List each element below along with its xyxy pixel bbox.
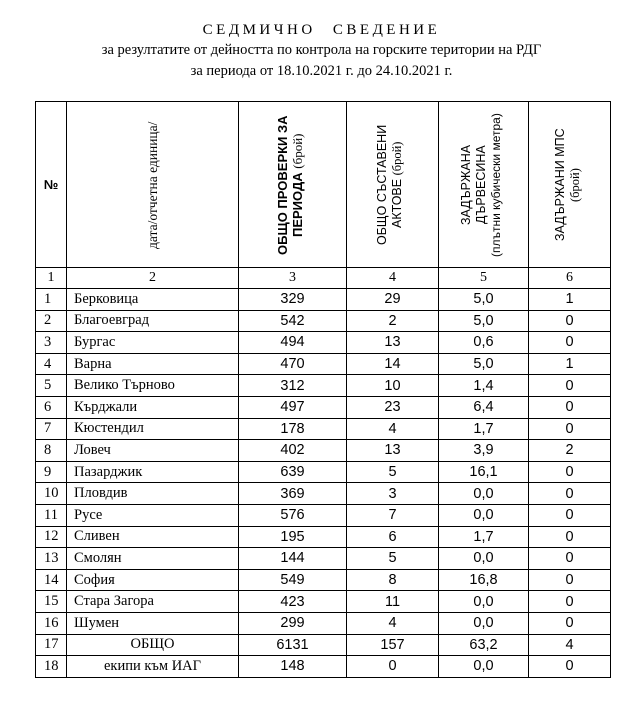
row-mps: 0	[529, 526, 611, 548]
column-header-acts	[347, 102, 439, 268]
column-header-timber-label: ЗАДЪРЖАНА ДЪРВЕСИНА	[458, 144, 488, 225]
column-number: 3	[239, 268, 347, 289]
column-header-acts-unit: (брой)	[389, 141, 404, 176]
row-acts: 29	[347, 289, 439, 311]
row-unit-name: Кюстендил	[67, 418, 239, 440]
row-mps: 0	[529, 504, 611, 526]
row-number: 10	[36, 483, 67, 505]
row-mps: 0	[529, 548, 611, 570]
row-unit-name: Бургас	[67, 332, 239, 354]
row-checks: 369	[239, 483, 347, 505]
row-acts: 11	[347, 591, 439, 613]
row-checks: 494	[239, 332, 347, 354]
row-mps: 4	[529, 634, 611, 656]
row-checks: 549	[239, 569, 347, 591]
column-header-mps-label: ЗАДЪРЖАНИ МПС	[552, 128, 567, 241]
column-header-mps-unit: (брой)	[567, 167, 582, 202]
row-timber: 63,2	[439, 634, 529, 656]
row-mps: 0	[529, 483, 611, 505]
row-timber: 0,0	[439, 548, 529, 570]
table-row	[36, 612, 611, 634]
row-mps: 0	[529, 332, 611, 354]
column-header-unit	[67, 102, 239, 268]
column-header-timber	[439, 102, 529, 268]
table-header-row	[36, 102, 611, 268]
column-header-unit-label: дата/отчетна единица/	[144, 120, 160, 249]
row-checks: 195	[239, 526, 347, 548]
row-checks: 470	[239, 353, 347, 375]
report-period: за периода от 18.10.2021 г. до 24.10.2021 г.	[190, 63, 453, 79]
row-checks: 148	[239, 656, 347, 678]
row-unit-name: Пловдив	[67, 483, 239, 505]
row-checks: 497	[239, 396, 347, 418]
row-number: 9	[36, 461, 67, 483]
report-subtitle: за резултатите от дейността по контрола на горските територии на РДГ	[101, 42, 542, 58]
row-acts: 4	[347, 612, 439, 634]
row-checks: 402	[239, 440, 347, 462]
column-number: 4	[347, 268, 439, 289]
column-header-timber-unit: (плътни кубически метра)	[488, 112, 503, 257]
row-timber: 0,0	[439, 504, 529, 526]
weekly-report-table	[35, 101, 611, 678]
column-number: 2	[67, 268, 239, 289]
row-unit-name: Сливен	[67, 526, 239, 548]
row-checks: 542	[239, 310, 347, 332]
row-number: 14	[36, 569, 67, 591]
row-acts: 23	[347, 396, 439, 418]
row-unit-name: Благоевград	[67, 310, 239, 332]
row-timber: 1,4	[439, 375, 529, 397]
row-mps: 0	[529, 656, 611, 678]
row-timber: 0,0	[439, 591, 529, 613]
row-number: 7	[36, 418, 67, 440]
table-row	[36, 461, 611, 483]
row-number: 16	[36, 612, 67, 634]
row-checks: 576	[239, 504, 347, 526]
row-timber: 0,0	[439, 612, 529, 634]
row-unit-name: Шумен	[67, 612, 239, 634]
table-row	[36, 483, 611, 505]
row-checks: 329	[239, 289, 347, 311]
row-number: 13	[36, 548, 67, 570]
row-unit-name: Смолян	[67, 548, 239, 570]
table-row	[36, 310, 611, 332]
row-number: 11	[36, 504, 67, 526]
row-acts: 10	[347, 375, 439, 397]
table-row	[36, 569, 611, 591]
row-acts: 5	[347, 548, 439, 570]
column-header-mps	[529, 102, 611, 268]
column-header-checks-unit: (брой)	[289, 132, 305, 168]
table-row	[36, 591, 611, 613]
row-checks: 178	[239, 418, 347, 440]
row-acts: 2	[347, 310, 439, 332]
row-mps: 0	[529, 591, 611, 613]
row-timber: 5,0	[439, 353, 529, 375]
row-mps: 1	[529, 353, 611, 375]
row-number: 15	[36, 591, 67, 613]
row-acts: 0	[347, 656, 439, 678]
table-row	[36, 332, 611, 354]
row-number: 3	[36, 332, 67, 354]
row-timber: 0,0	[439, 656, 529, 678]
row-checks: 144	[239, 548, 347, 570]
row-timber: 5,0	[439, 289, 529, 311]
row-mps: 0	[529, 396, 611, 418]
column-number: 5	[439, 268, 529, 289]
row-mps: 0	[529, 310, 611, 332]
column-header-acts-label: ОБЩО СЪСТАВЕНИ АКТОВЕ	[374, 124, 404, 245]
table-row	[36, 418, 611, 440]
row-mps: 0	[529, 461, 611, 483]
row-unit-name: Стара Загора	[67, 591, 239, 613]
column-number: 1	[36, 268, 67, 289]
table-row	[36, 289, 611, 311]
row-acts: 4	[347, 418, 439, 440]
row-timber: 1,7	[439, 526, 529, 548]
row-acts: 3	[347, 483, 439, 505]
row-number: 5	[36, 375, 67, 397]
row-timber: 3,9	[439, 440, 529, 462]
table-row	[36, 396, 611, 418]
table-row	[36, 440, 611, 462]
row-number: 8	[36, 440, 67, 462]
column-header-no: №	[36, 102, 67, 268]
row-timber: 16,8	[439, 569, 529, 591]
row-checks: 312	[239, 375, 347, 397]
row-acts: 14	[347, 353, 439, 375]
row-acts: 13	[347, 332, 439, 354]
row-unit-name: Берковица	[67, 289, 239, 311]
row-timber: 0,6	[439, 332, 529, 354]
row-unit-name: екипи към ИАГ	[67, 656, 239, 678]
row-unit-name: Варна	[67, 353, 239, 375]
row-timber: 0,0	[439, 483, 529, 505]
row-acts: 157	[347, 634, 439, 656]
row-unit-name: Пазарджик	[67, 461, 239, 483]
row-checks: 299	[239, 612, 347, 634]
table-row	[36, 634, 611, 656]
table-row	[36, 526, 611, 548]
row-mps: 0	[529, 418, 611, 440]
row-checks: 423	[239, 591, 347, 613]
row-checks: 639	[239, 461, 347, 483]
column-number-row	[36, 268, 611, 289]
row-timber: 1,7	[439, 418, 529, 440]
row-acts: 6	[347, 526, 439, 548]
row-mps: 2	[529, 440, 611, 462]
row-mps: 0	[529, 612, 611, 634]
row-timber: 5,0	[439, 310, 529, 332]
row-unit-name: Велико Търново	[67, 375, 239, 397]
table-row	[36, 504, 611, 526]
row-unit-name: Русе	[67, 504, 239, 526]
column-header-checks-label: ОБЩО ПРОВЕРКИ ЗА ПЕРИОДА	[274, 114, 305, 255]
row-number: 2	[36, 310, 67, 332]
table-row	[36, 375, 611, 397]
row-unit-name: Кърджали	[67, 396, 239, 418]
row-unit-name: ОБЩО	[67, 634, 239, 656]
row-timber: 16,1	[439, 461, 529, 483]
column-number: 6	[529, 268, 611, 289]
table-row	[36, 548, 611, 570]
row-number: 6	[36, 396, 67, 418]
row-number: 12	[36, 526, 67, 548]
row-mps: 0	[529, 375, 611, 397]
row-mps: 1	[529, 289, 611, 311]
table-row	[36, 353, 611, 375]
row-timber: 6,4	[439, 396, 529, 418]
row-number: 18	[36, 656, 67, 678]
row-unit-name: София	[67, 569, 239, 591]
row-number: 17	[36, 634, 67, 656]
row-checks: 6131	[239, 634, 347, 656]
row-acts: 5	[347, 461, 439, 483]
row-acts: 13	[347, 440, 439, 462]
row-unit-name: Ловеч	[67, 440, 239, 462]
row-mps: 0	[529, 569, 611, 591]
column-header-checks	[239, 102, 347, 268]
row-acts: 7	[347, 504, 439, 526]
table-row	[36, 656, 611, 678]
row-acts: 8	[347, 569, 439, 591]
row-number: 1	[36, 289, 67, 311]
row-number: 4	[36, 353, 67, 375]
report-title: СЕДМИЧНО СВЕДЕНИЕ	[202, 22, 441, 38]
